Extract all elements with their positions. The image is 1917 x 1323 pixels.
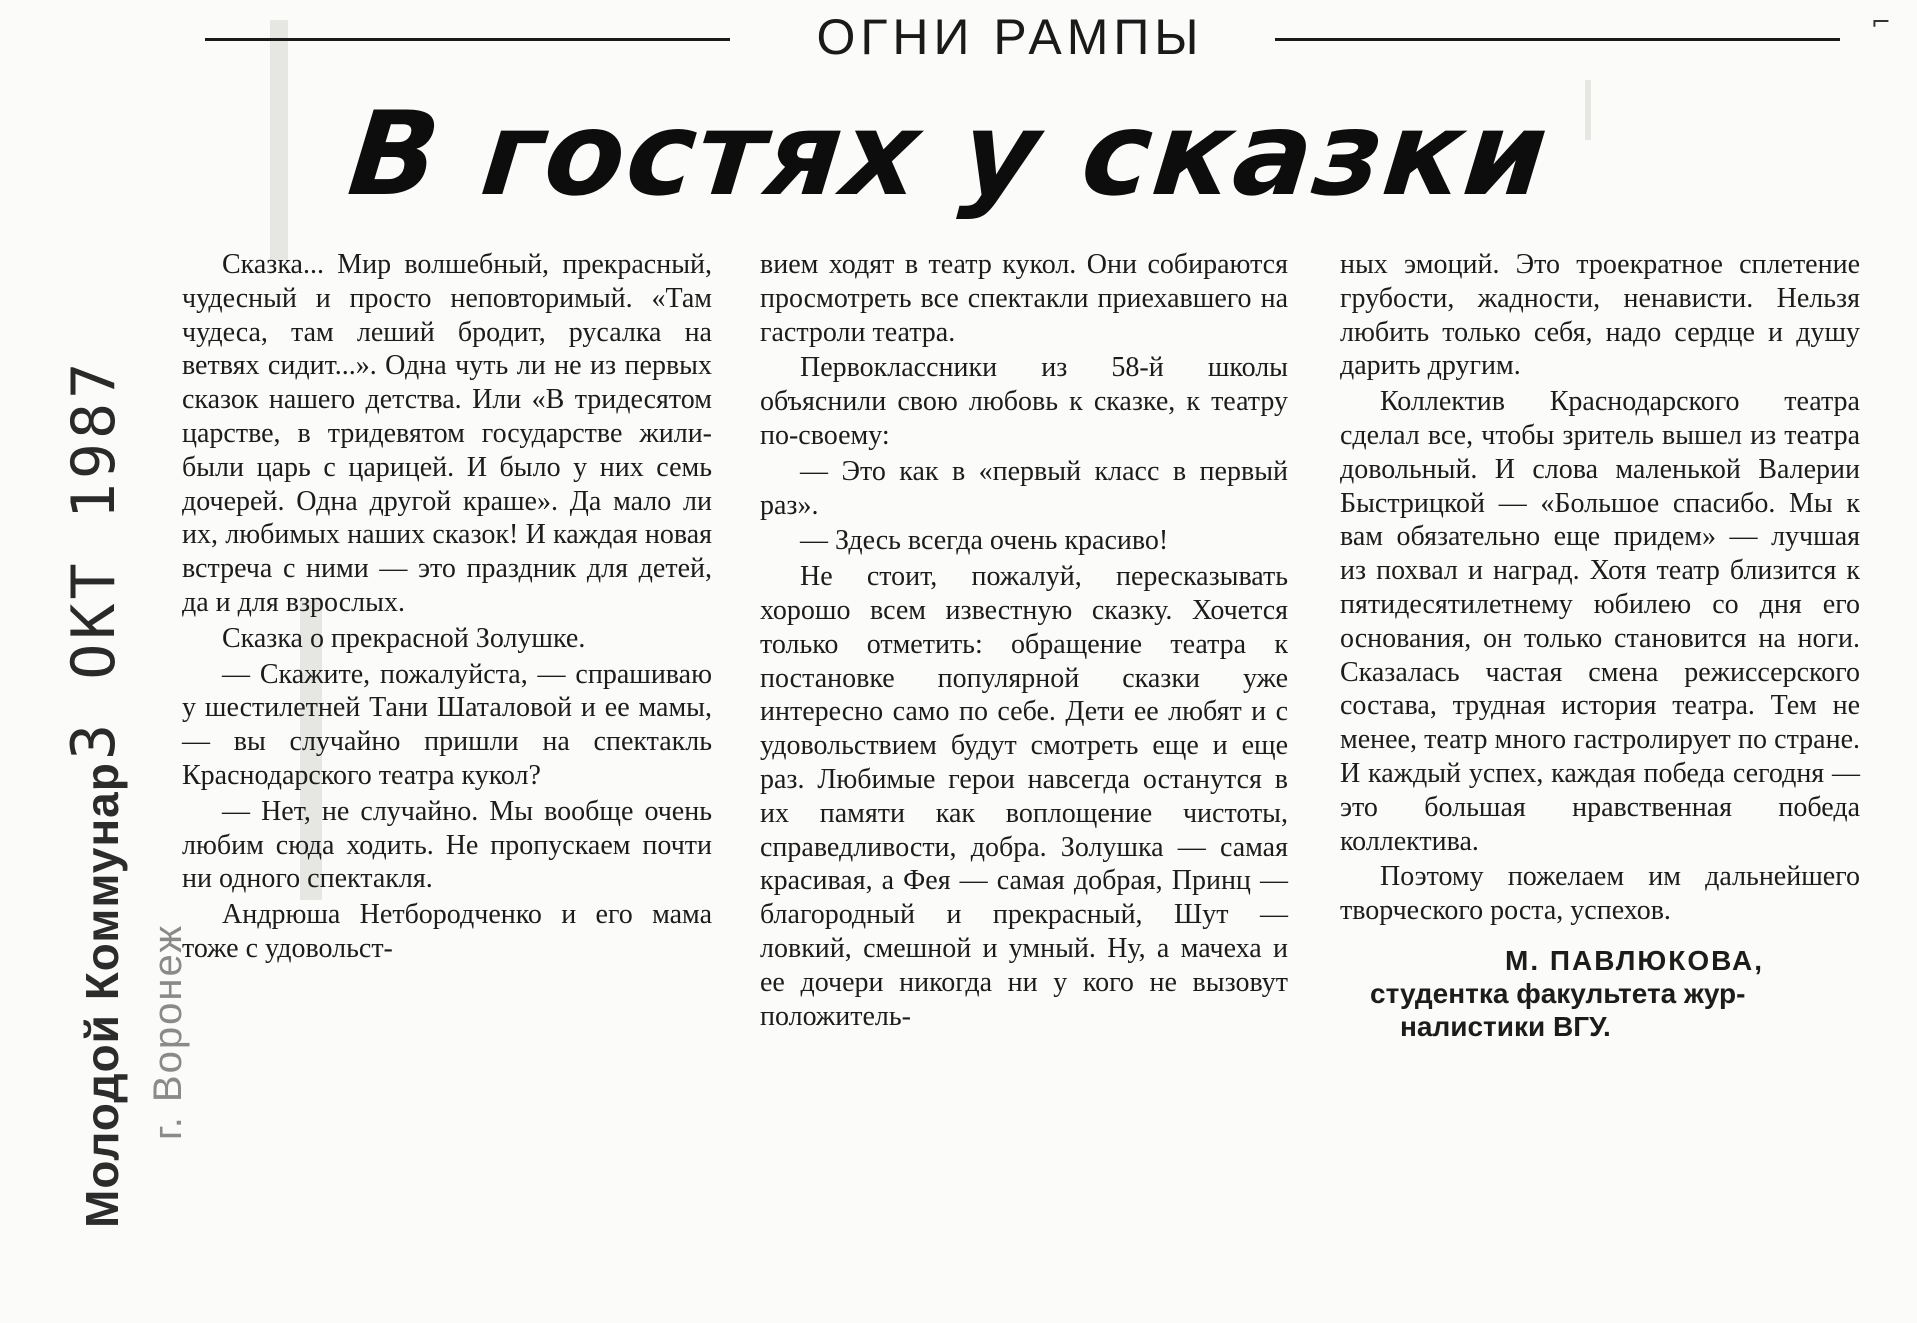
paragraph: Андрюша Нетбородченко и его мама тоже с удовольст-: [182, 899, 712, 964]
paragraph: — Нет, не случайно. Мы вообще очень любим сюда ходить. Не пропускаем почти ни одного спектакля.: [182, 795, 712, 895]
author-role: студентка факультета жур-: [1370, 977, 1746, 1009]
paragraph: вием ходят в театр кукол. Они собираются просмотреть все спектакли приехавшего на гастроли театра.: [760, 249, 1288, 348]
paragraph: Не стоит, пожалуй, пересказывать хорошо всем известную сказку. Хочется только отметить: обращение театра к постановке популярной сказки уже интересно само по себе. Дети ее любят и с удовольствием будут смотреть еще и еще раз. Любимые герои навсегда останутся в их памяти как воплощение чистоты, справедливости, добра. Золушка — самая красивая, а Фея — самая добрая, Принц — благородный и прекрасный, Шут — ловкий, смешной и умный. Ну, а мачеха и ее дочери никогда ни у кого не вызовут положитель-: [760, 561, 1288, 1032]
rubric-rule-right: [1275, 38, 1840, 41]
paragraph: Коллектив Краснодарского театра сделал все, чтобы зритель вышел из театра довольный. И слова маленькой Валерии Быстрицкой — «Большое спасибо. Мы к вам обязательно еще придем» — лучшая из похвал и наград. Хотя театр близится к пятидесятилетнему юбилею со дня его основания, он только становится на ноги. Сказалась частая смена режиссерского состава, трудная история театра. Тем не менее, театр много гастролирует по стране. И каждый успех, каждая победа сегодня — это большая нравственная победа коллектива.: [1340, 386, 1860, 857]
paragraph: ных эмоций. Это троекратное сплетение грубости, жадности, ненависти. Нельзя любить только себя, надо сердце и душу дарить другим.: [1340, 249, 1860, 382]
author-role-continued: налистики ВГУ.: [1400, 1010, 1611, 1042]
author-signature: [1340, 944, 1860, 1043]
paragraph: Сказка о прекрасной Золушке.: [222, 622, 586, 654]
paragraph: Первоклассники из 58-й школы объяснили свою любовь к сказке, к театру по-своему:: [760, 352, 1288, 451]
stamp-city: г. Воронеж: [146, 924, 190, 1140]
paragraph: — Скажите, пожалуйста, — спрашиваю у шестилетней Тани Шаталовой и ее мамы, — вы случайно пришли на спектакль Краснодарского театра кукол?: [182, 658, 712, 791]
corner-mark: ⌐: [1870, 8, 1891, 36]
rubric-title: ОГНИ РАМПЫ: [816, 9, 1204, 65]
stamp-date: 3 ОКТ 1987: [59, 358, 129, 760]
paragraph: — Здесь всегда очень красиво!: [800, 525, 1169, 557]
paragraph: — Это как в «первый класс в первый раз».: [760, 455, 1288, 521]
article-column-3: [1340, 248, 1860, 1043]
headline: В гостях у сказки: [342, 87, 1556, 222]
author-name: М. ПАВЛЮКОВА,: [1505, 944, 1764, 976]
paragraph: Поэтому пожелаем им дальнейшего творческого роста, успехов.: [1340, 861, 1860, 927]
show-through-mark: [270, 20, 288, 260]
stamp-newspaper-name: Молодой Коммунар: [76, 762, 128, 1228]
rubric-rule-left: [205, 38, 730, 41]
article-column-1: [182, 248, 712, 966]
paragraph: Сказка... Мир волшебный, прекрасный, чудесный и просто неповторимый. «Там чудеса, там леший бродит, русалка на ветвях сидит...». Одна чуть ли не из первых сказок нашего детства. Или «В тридесятом царстве, в тридевятом государстве жили-были царь с царицей. И было у них семь дочерей. Одна другой краше». Да мало ли их, любимых наших сказок! И каждая новая встреча с ними — это праздник для детей, да и для взрослых.: [182, 249, 712, 618]
article-column-2: [760, 248, 1288, 1033]
